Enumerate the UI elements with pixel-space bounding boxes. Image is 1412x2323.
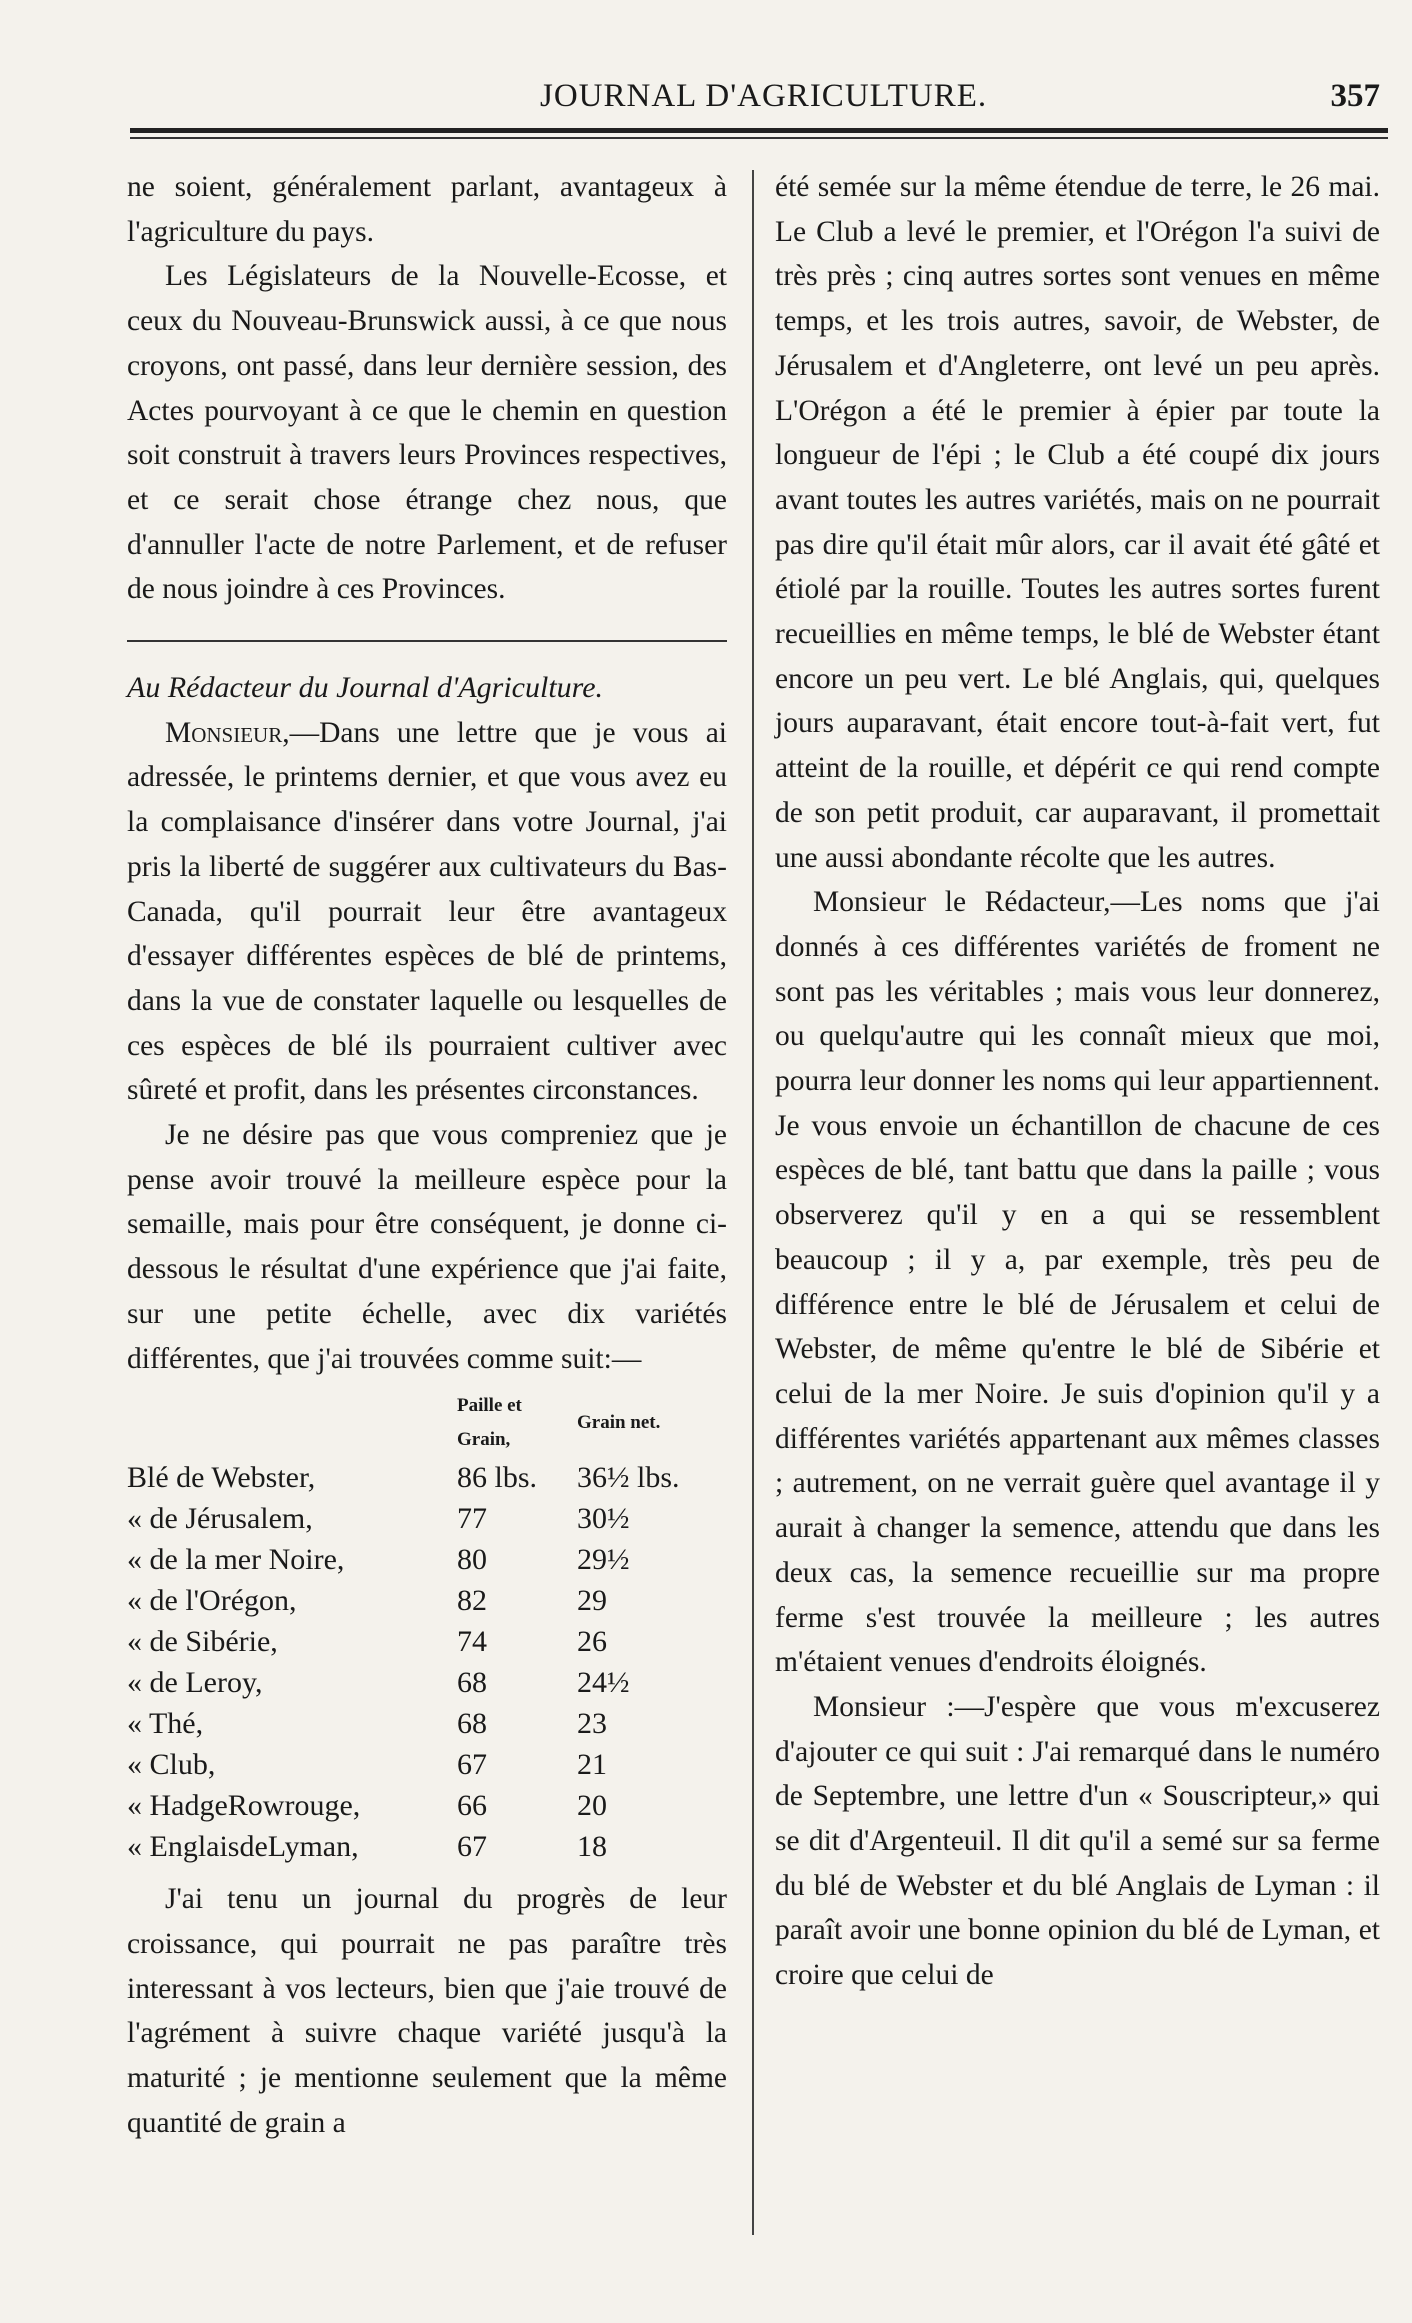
running-title: JOURNAL D'AGRICULTURE. <box>540 78 988 114</box>
variety-name: Blé de Webster, <box>127 1461 316 1495</box>
net-grain-value: 36½ lbs. <box>577 1461 680 1495</box>
right-paragraph-2: Monsieur le Rédacteur,—Les noms que j'ai donnés à ces différentes variétés de froment ne sont pas les véritables ; mais vous leur donnerez, ou quelqu'autre qui les connaît mieux que moi, pourra leur donner les noms qui leur appartiennent. Je vous envoie un échantillon de chacune de ces espèces de blé, tant battu que dans la paille ; vous observerez qu'il y en a qui se ressemblent beaucoup ; il y a, par exemple, très peu de différence entre le blé de Jérusalem et celui de Webster, de même qu'entre le blé de Sibérie et celui de la mer Noire. Je suis d'opinion qu'il y a différentes variétés appartenant aux mêmes classes ; autrement, on ne verrait guère quel avantage il y aurait à changer la semence, attendu que dans les deux cas, la semence recueillie sur ma propre ferme s'est trouvée la meilleure ; les autres m'étaient venues d'endroits éloignés. <box>775 886 1380 1679</box>
net-grain-value: 23 <box>577 1707 607 1741</box>
right-paragraph-1: été semée sur la même étendue de terre, le 26 mai. Le Club a levé le premier, et l'Orégon l'a suivi de très près ; cinq autres sortes sont venues en même temps, et les trois autres, savoir, de Webster, de Jérusalem et d'Angleterre, ont levé un peu après. L'Orégon a été le premier à épier par toute la longueur de l'épi ; le Club a été coupé dix jours avant toutes les autres variétés, mais on ne pourrait pas dire qu'il était mûr alors, car il avait été gâté et étiolé par la rouille. Toutes les autres sortes furent recueillies en même temps, le blé de Webster étant encore un peu vert. Le blé Anglais, qui, quelques jours auparavant, était encore tout-à-fait vert, fut atteint de la rouille, et dépérit ce qui rend compte de son petit produit, car auparavant, il promettait une aussi abondante récolte que les autres. <box>775 171 1380 874</box>
header-rule-thick <box>130 128 1388 133</box>
straw-and-grain-value: 68 <box>457 1707 487 1741</box>
net-grain-value: 26 <box>577 1625 607 1659</box>
left-paragraph-5: J'ai tenu un journal du progrès de leur croissance, qui pourrait ne pas paraître très interessant à vos lecteurs, bien que j'aie trouvé de l'agrément à suivre chaque variété jusqu'à la maturité ; je mentionne seulement que la même quantité de grain a <box>127 1883 727 2139</box>
straw-and-grain-value: 82 <box>457 1584 487 1618</box>
left-paragraph-1: ne soient, généralement parlant, avantageux à l'agriculture du pays. <box>127 171 727 248</box>
net-grain-value: 18 <box>577 1830 607 1864</box>
left-paragraph-3 <box>127 711 727 1113</box>
net-grain-value: 29½ <box>577 1543 630 1577</box>
net-grain-value: 30½ <box>577 1502 630 1536</box>
straw-and-grain-value: 77 <box>457 1502 487 1536</box>
table-row <box>127 1498 727 1539</box>
net-grain-value: 20 <box>577 1789 607 1823</box>
left-column <box>127 165 727 2146</box>
table-row <box>127 1539 727 1580</box>
straw-and-grain-value: 66 <box>457 1789 487 1823</box>
right-paragraph-3: Monsieur :—J'espère que vous m'excuserez d'ajouter ce qui suit : J'ai remarqué dans le numéro de Septembre, une lettre d'un « Souscripteur,» qui se dit d'Argenteuil. Il dit qu'il a semé sur sa ferme du blé de Webster et du blé Anglais de Lyman : il paraît avoir une bonne opinion du blé de Lyman, et croire que celui de <box>775 1690 1380 1992</box>
left-paragraph-2: Les Législateurs de la Nouvelle-Ecosse, et ceux du Nouveau-Brunswick aussi, à ce que nous croyons, ont passé, dans leur dernière session, des Actes pourvoyant à ce que le chemin en question soit construit à travers leurs Provinces respectives, et ce serait chose étrange chez nous, que d'annuller l'acte de notre Parlement, et de refuser de nous joindre à ces Provinces. <box>127 260 727 606</box>
table-row <box>127 1703 727 1744</box>
table-row <box>127 1580 727 1621</box>
variety-name: « de Leroy, <box>127 1666 263 1700</box>
table-header-straw: Paille et Grain, <box>457 1395 522 1451</box>
table-row <box>127 1785 727 1826</box>
table-row <box>127 1744 727 1785</box>
table-header-net: Grain net. <box>577 1412 661 1434</box>
left-paragraph-3-text: —Dans une lettre que je vous ai adressée, le printems dernier, et que vous avez eu la complaisance d'insérer dans votre Journal, j'ai pris la liberté de suggérer aux cultivateurs du Bas-Canada, qu'il pourrait leur être avantageux d'essayer différentes espèces de blé de printems, dans la vue de constater laquelle ou lesquelles de ces espèces de blé ils pourraient cultiver avec sûreté et profit, dans les présentes circonstances. <box>127 716 727 1107</box>
table-header-empty <box>127 1389 457 1457</box>
table-row <box>127 1826 727 1867</box>
straw-and-grain-value: 80 <box>457 1543 487 1577</box>
variety-name: « de Sibérie, <box>127 1625 278 1659</box>
net-grain-value: 21 <box>577 1748 607 1782</box>
page-header <box>130 78 1390 124</box>
section-divider <box>127 640 727 642</box>
straw-and-grain-value: 74 <box>457 1625 487 1659</box>
table-header-row <box>127 1389 727 1457</box>
letter-heading: Au Rédacteur du Journal d'Agriculture. <box>127 671 604 705</box>
straw-and-grain-value: 86 lbs. <box>457 1461 538 1495</box>
variety-name: « EnglaisdeLyman, <box>127 1830 359 1864</box>
salutation: Monsieur, <box>165 716 290 749</box>
variety-name: « de Jérusalem, <box>127 1502 313 1536</box>
straw-and-grain-value: 68 <box>457 1666 487 1700</box>
right-column <box>775 165 1380 1998</box>
page-number: 357 <box>1330 78 1380 114</box>
header-rule-thin <box>130 137 1388 139</box>
variety-name: « de l'Orégon, <box>127 1584 297 1618</box>
table-row <box>127 1457 727 1498</box>
variety-name: « HadgeRowrouge, <box>127 1789 361 1823</box>
variety-name: « Club, <box>127 1748 216 1782</box>
net-grain-value: 29 <box>577 1584 607 1618</box>
wheat-yield-table <box>127 1389 727 1867</box>
column-divider <box>752 170 754 2235</box>
table-row <box>127 1621 727 1662</box>
variety-name: « Thé, <box>127 1707 204 1741</box>
straw-and-grain-value: 67 <box>457 1830 487 1864</box>
straw-and-grain-value: 67 <box>457 1748 487 1782</box>
left-paragraph-4: Je ne désire pas que vous compreniez que je pense avoir trouvé la meilleure espèce pour la semaille, mais pour être conséquent, je donne ci-dessous le résultat d'une expérience que j'ai faite, sur une petite échelle, avec dix variétés différentes, que j'ai trouvées comme suit:— <box>127 1119 727 1375</box>
table-body <box>127 1457 727 1867</box>
table-row <box>127 1662 727 1703</box>
net-grain-value: 24½ <box>577 1666 630 1700</box>
variety-name: « de la mer Noire, <box>127 1543 345 1577</box>
